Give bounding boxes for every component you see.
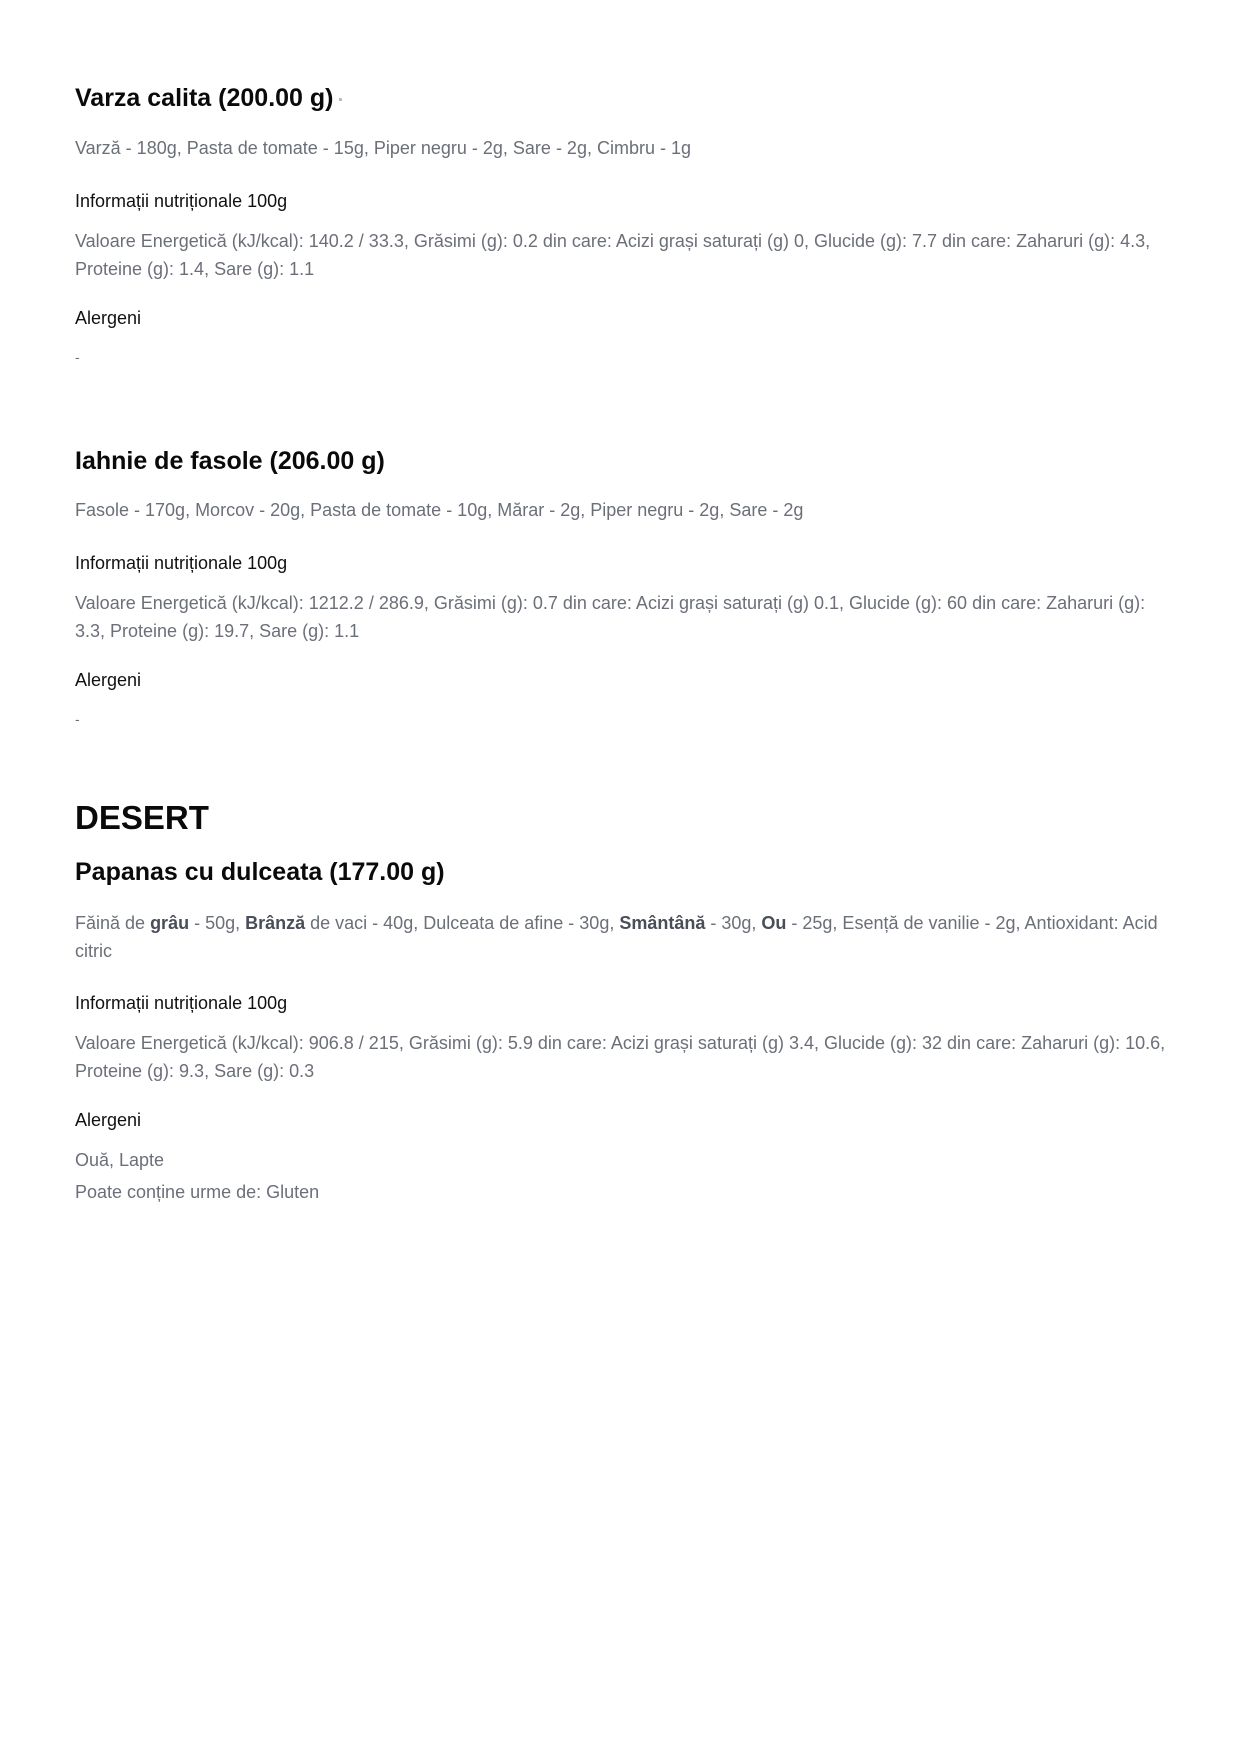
allergens-heading: Alergeni (75, 670, 142, 690)
nutrition-info: Valoare Energetică (kJ/kcal): 906.8 / 215, Grăsimi (g): 5.9 din care: Acizi grași saturați (g) 3.4, Glucide (g): 32 din care: Zaharuri (g): 10.6, Proteine (g): 9.3, Sare (g): 0.3 (75, 1033, 1166, 1081)
dish-ingredients: Făină de grâu - 50g, Brânză de vaci - 40g, Dulceata de afine - 30g, Smântână - 30g, Ou - 25g, Esență de vanilie - 2g, Antioxidant: Acid citric (75, 913, 1158, 961)
nutrition-heading: Informații nutriționale 100g (75, 191, 288, 211)
may-contain-traces: Poate conține urme de: Gluten (75, 1182, 320, 1202)
nutrition-heading: Informații nutriționale 100g (75, 553, 288, 573)
nutrition-info: Valoare Energetică (kJ/kcal): 1212.2 / 286.9, Grăsimi (g): 0.7 din care: Acizi grași saturați (g) 0.1, Glucide (g): 60 din care: Zaharuri (g): 3.3, Proteine (g): 19.7, Sare (g): 1.1 (75, 593, 1146, 641)
allergen-highlight: Ou (761, 913, 787, 933)
allergen-highlight: grâu (150, 913, 190, 933)
dish-ingredients: Varză - 180g, Pasta de tomate - 15g, Piper negru - 2g, Sare - 2g, Cimbru - 1g (75, 138, 691, 158)
dish-title: Papanas cu dulceata (177.00 g) (75, 858, 445, 886)
nutrition-info: Valoare Energetică (kJ/kcal): 140.2 / 33.3, Grăsimi (g): 0.2 din care: Acizi grași saturați (g) 0, Glucide (g): 7.7 din care: Zaharuri (g): 4.3, Proteine (g): 1.4, Sare (g): 1.1 (75, 231, 1151, 279)
allergens-list: - (75, 349, 80, 365)
nutrition-heading: Informații nutriționale 100g (75, 993, 288, 1013)
dish-title: Varza calita (200.00 g) (75, 82, 1170, 114)
dish-title: Iahnie de fasole (206.00 g) (75, 447, 385, 475)
dish-varza-calita (75, 82, 1170, 114)
allergens-heading: Alergeni (75, 308, 142, 328)
allergens-heading: Alergeni (75, 1110, 142, 1130)
section-title-desert: DESERT (75, 799, 209, 836)
allergens-list: - (75, 711, 80, 727)
dish-ingredients: Fasole - 170g, Morcov - 20g, Pasta de tomate - 10g, Mărar - 2g, Piper negru - 2g, Sare - 2g (75, 500, 804, 520)
allergen-highlight: Brânză (245, 913, 306, 933)
small-mark (339, 98, 342, 101)
allergens-list: Ouă, Lapte (75, 1150, 165, 1170)
allergen-highlight: Smântână (619, 913, 706, 933)
